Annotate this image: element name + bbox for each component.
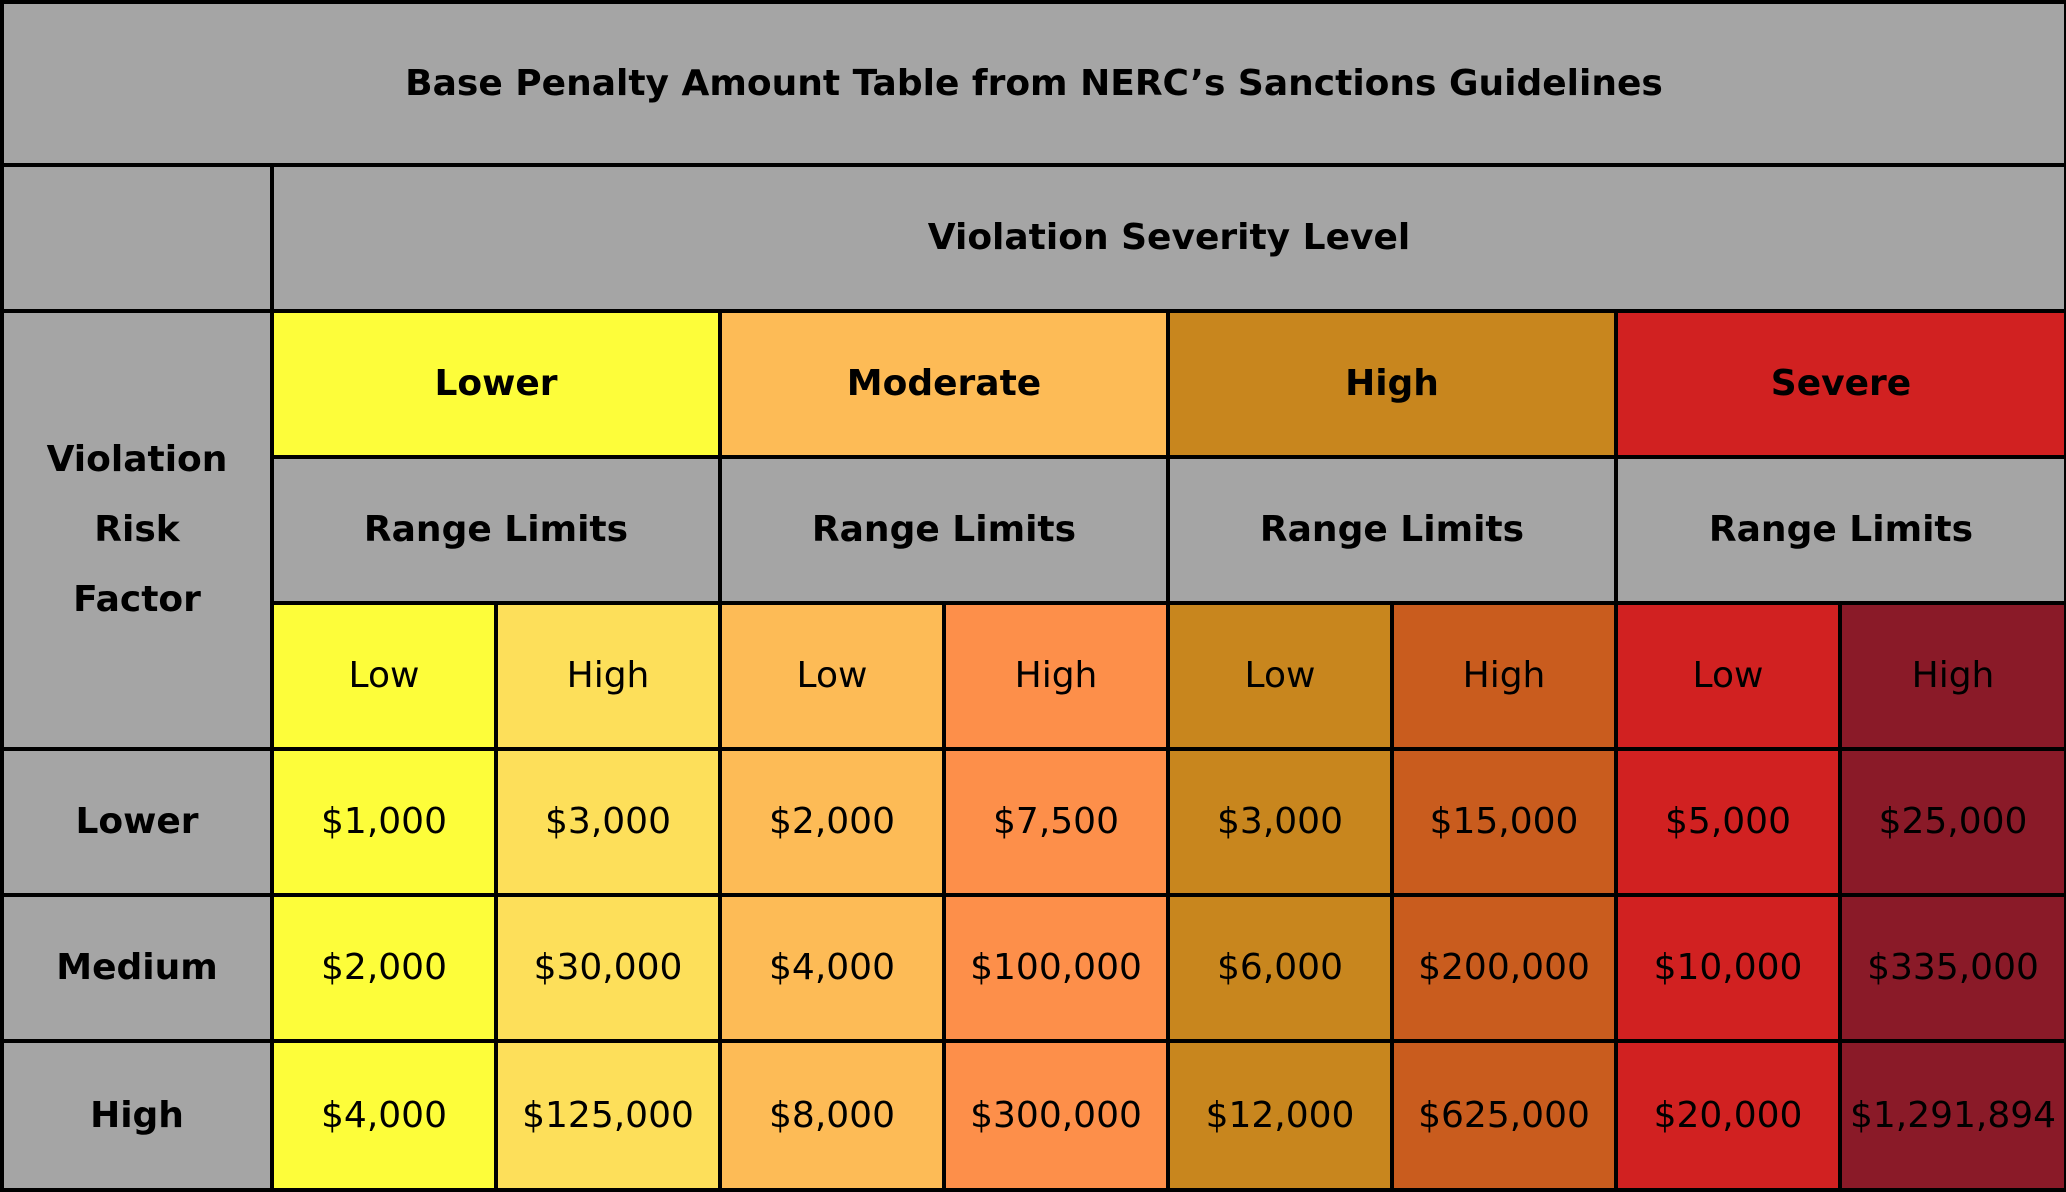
low-high-row bbox=[2, 603, 2066, 749]
penalty-cell: $25,000 bbox=[1840, 749, 2066, 895]
penalty-cell: $7,500 bbox=[944, 749, 1168, 895]
penalty-cell: $625,000 bbox=[1392, 1041, 1616, 1190]
vrf-line-1: Violation bbox=[46, 439, 228, 480]
penalty-cell: $1,291,894 bbox=[1840, 1041, 2066, 1190]
penalty-cell: $3,000 bbox=[496, 749, 720, 895]
high-label: High bbox=[1840, 603, 2066, 749]
penalty-cell: $4,000 bbox=[720, 895, 944, 1041]
severity-moderate-header: Moderate bbox=[720, 311, 1168, 457]
penalty-cell: $200,000 bbox=[1392, 895, 1616, 1041]
penalty-cell: $1,000 bbox=[272, 749, 496, 895]
table-title: Base Penalty Amount Table from NERC’s Sanctions Guidelines bbox=[2, 2, 2066, 165]
penalty-cell: $335,000 bbox=[1840, 895, 2066, 1041]
range-limits-label: Range Limits bbox=[1168, 457, 1616, 603]
penalty-cell: $30,000 bbox=[496, 895, 720, 1041]
risk-factor-lower-label: Lower bbox=[2, 749, 272, 895]
table-row bbox=[2, 749, 2066, 895]
penalty-cell: $5,000 bbox=[1616, 749, 1840, 895]
penalty-cell: $10,000 bbox=[1616, 895, 1840, 1041]
vrf-line-2: Risk bbox=[94, 509, 180, 550]
penalty-cell: $15,000 bbox=[1392, 749, 1616, 895]
violation-risk-factor-header bbox=[2, 311, 272, 749]
table-row bbox=[2, 1041, 2066, 1190]
penalty-cell: $2,000 bbox=[720, 749, 944, 895]
range-limits-label: Range Limits bbox=[272, 457, 720, 603]
high-label: High bbox=[496, 603, 720, 749]
penalty-cell: $2,000 bbox=[272, 895, 496, 1041]
penalty-cell: $6,000 bbox=[1168, 895, 1392, 1041]
range-limits-row bbox=[2, 457, 2066, 603]
table-row bbox=[2, 895, 2066, 1041]
severity-high-header: High bbox=[1168, 311, 1616, 457]
table-body bbox=[2, 2, 2066, 1190]
penalty-cell: $8,000 bbox=[720, 1041, 944, 1190]
title-row bbox=[2, 2, 2066, 165]
severity-group-row bbox=[2, 165, 2066, 311]
severity-level-row bbox=[2, 311, 2066, 457]
low-label: Low bbox=[720, 603, 944, 749]
low-label: Low bbox=[1616, 603, 1840, 749]
penalty-cell: $20,000 bbox=[1616, 1041, 1840, 1190]
vrf-line-3: Factor bbox=[73, 579, 201, 620]
corner-empty-cell bbox=[2, 165, 272, 311]
penalty-cell: $12,000 bbox=[1168, 1041, 1392, 1190]
penalty-cell: $3,000 bbox=[1168, 749, 1392, 895]
high-label: High bbox=[1392, 603, 1616, 749]
low-label: Low bbox=[272, 603, 496, 749]
severity-severe-header: Severe bbox=[1616, 311, 2066, 457]
penalty-cell: $100,000 bbox=[944, 895, 1168, 1041]
penalty-cell: $125,000 bbox=[496, 1041, 720, 1190]
severity-lower-header: Lower bbox=[272, 311, 720, 457]
low-label: Low bbox=[1168, 603, 1392, 749]
penalty-cell: $300,000 bbox=[944, 1041, 1168, 1190]
range-limits-label: Range Limits bbox=[1616, 457, 2066, 603]
penalty-cell: $4,000 bbox=[272, 1041, 496, 1190]
range-limits-label: Range Limits bbox=[720, 457, 1168, 603]
risk-factor-high-label: High bbox=[2, 1041, 272, 1190]
high-label: High bbox=[944, 603, 1168, 749]
risk-factor-medium-label: Medium bbox=[2, 895, 272, 1041]
violation-severity-level-header: Violation Severity Level bbox=[272, 165, 2066, 311]
